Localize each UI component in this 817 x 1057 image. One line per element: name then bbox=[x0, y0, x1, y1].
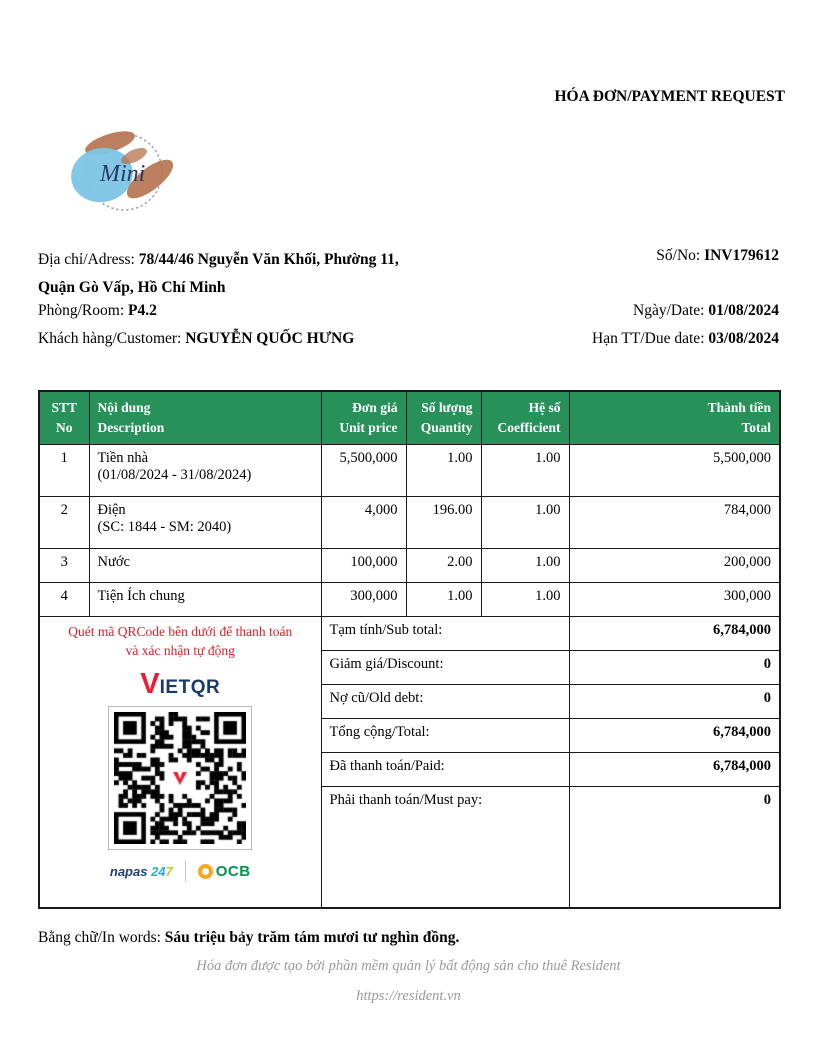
invoice-number-line bbox=[656, 247, 779, 265]
cell-total: 300,000 bbox=[569, 583, 780, 617]
header-no: STT No bbox=[39, 391, 89, 445]
total-label: Phải thanh toán/Must pay: bbox=[321, 787, 569, 908]
qr-note-text: Quét mã QRCode bên dưới để thanh toán và xác nhận tự động bbox=[68, 624, 293, 658]
cell-coefficient: 1.00 bbox=[481, 445, 569, 497]
table-row bbox=[39, 497, 780, 549]
customer-value: NGUYỄN QUỐC HƯNG bbox=[185, 330, 355, 347]
cell-no: 1 bbox=[39, 445, 89, 497]
address-value: 78/44/46 Nguyễn Văn Khối, Phường 11, Quận Gò Vấp, Hồ Chí Minh bbox=[38, 251, 399, 296]
cell-description: Tiện Ích chung bbox=[89, 583, 321, 617]
ocb-bank-logo: OCB bbox=[198, 863, 251, 880]
qr-payment-cell bbox=[39, 617, 321, 908]
header-quantity: Số lượng Quantity bbox=[406, 391, 481, 445]
total-label: Tạm tính/Sub total: bbox=[321, 617, 569, 651]
date-line bbox=[633, 302, 779, 320]
website-link[interactable]: https://resident.vn bbox=[356, 988, 461, 1004]
total-label: Tổng cộng/Total: bbox=[321, 719, 569, 753]
header-coefficient: Hệ số Coefficient bbox=[481, 391, 569, 445]
total-label: Giảm giá/Discount: bbox=[321, 651, 569, 685]
due-date-value: 03/08/2024 bbox=[708, 330, 779, 347]
in-words-value: Sáu triệu bảy trăm tám mươi tư nghìn đồng. bbox=[164, 929, 460, 946]
in-words-label: Bằng chữ/In words: bbox=[38, 929, 165, 946]
cell-description: Điện (SC: 1844 - SM: 2040) bbox=[89, 497, 321, 549]
table-row bbox=[39, 549, 780, 583]
cell-no: 2 bbox=[39, 497, 89, 549]
cell-no: 3 bbox=[39, 549, 89, 583]
cell-quantity: 2.00 bbox=[406, 549, 481, 583]
website-link-row bbox=[0, 988, 817, 1005]
logo-artwork bbox=[58, 123, 188, 223]
napas-247-logo: napas 247 bbox=[109, 863, 173, 879]
cell-description: Tiền nhà (01/08/2024 - 31/08/2024) bbox=[89, 445, 321, 497]
cell-no: 4 bbox=[39, 583, 89, 617]
address-line bbox=[38, 246, 428, 302]
cell-unit-price: 4,000 bbox=[321, 497, 406, 549]
total-value: 0 bbox=[569, 685, 780, 719]
page-title: HÓA ĐƠN/PAYMENT REQUEST bbox=[554, 88, 785, 105]
customer-line bbox=[38, 330, 354, 348]
table-header-row bbox=[39, 391, 780, 445]
cell-total: 5,500,000 bbox=[569, 445, 780, 497]
cell-total: 200,000 bbox=[569, 549, 780, 583]
total-label: Đã thanh toán/Paid: bbox=[321, 753, 569, 787]
due-date-line bbox=[592, 330, 779, 348]
room-line bbox=[38, 302, 157, 320]
header-unit-price: Đơn giá Unit price bbox=[321, 391, 406, 445]
address-label: Địa chỉ/Adress: bbox=[38, 251, 139, 268]
cell-quantity: 1.00 bbox=[406, 445, 481, 497]
vietqr-logo: VIETQR bbox=[140, 668, 221, 700]
date-value: 01/08/2024 bbox=[708, 302, 779, 319]
payment-networks bbox=[48, 860, 313, 882]
total-value: 6,784,000 bbox=[569, 719, 780, 753]
cell-unit-price: 100,000 bbox=[321, 549, 406, 583]
header-total: Thành tiền Total bbox=[569, 391, 780, 445]
vietqr-v-glyph: V bbox=[140, 668, 160, 700]
total-value: 6,784,000 bbox=[569, 617, 780, 651]
table-row bbox=[39, 445, 780, 497]
vietqr-code bbox=[114, 712, 246, 844]
total-value: 0 bbox=[569, 787, 780, 908]
cell-unit-price: 5,500,000 bbox=[321, 445, 406, 497]
room-label: Phòng/Room: bbox=[38, 302, 129, 319]
invoice-number-value: INV179612 bbox=[704, 247, 779, 264]
table-row bbox=[39, 583, 780, 617]
cell-coefficient: 1.00 bbox=[481, 549, 569, 583]
generated-by-note: Hóa đơn được tạo bởi phần mềm quản lý bất động sản cho thuê Resident bbox=[196, 958, 621, 974]
customer-label: Khách hàng/Customer: bbox=[38, 330, 186, 347]
qr-code-frame bbox=[108, 706, 252, 850]
invoice-number-label: Số/No: bbox=[656, 247, 705, 264]
total-row bbox=[39, 617, 780, 651]
room-value: P4.2 bbox=[128, 302, 157, 319]
logo-divider bbox=[185, 860, 186, 882]
total-value: 6,784,000 bbox=[569, 753, 780, 787]
cell-coefficient: 1.00 bbox=[481, 497, 569, 549]
due-date-label: Hạn TT/Due date: bbox=[592, 330, 709, 347]
cell-quantity: 1.00 bbox=[406, 583, 481, 617]
logo-script-text: Mini bbox=[100, 161, 146, 187]
amount-in-words bbox=[38, 929, 459, 947]
header-description: Nội dung Description bbox=[89, 391, 321, 445]
cell-quantity: 196.00 bbox=[406, 497, 481, 549]
total-value: 0 bbox=[569, 651, 780, 685]
cell-description: Nước bbox=[89, 549, 321, 583]
ocb-ring-icon bbox=[198, 864, 213, 879]
cell-total: 784,000 bbox=[569, 497, 780, 549]
total-label: Nợ cũ/Old debt: bbox=[321, 685, 569, 719]
company-logo bbox=[58, 123, 188, 223]
invoice-table bbox=[38, 390, 781, 909]
cell-coefficient: 1.00 bbox=[481, 583, 569, 617]
cell-unit-price: 300,000 bbox=[321, 583, 406, 617]
date-label: Ngày/Date: bbox=[633, 302, 709, 319]
